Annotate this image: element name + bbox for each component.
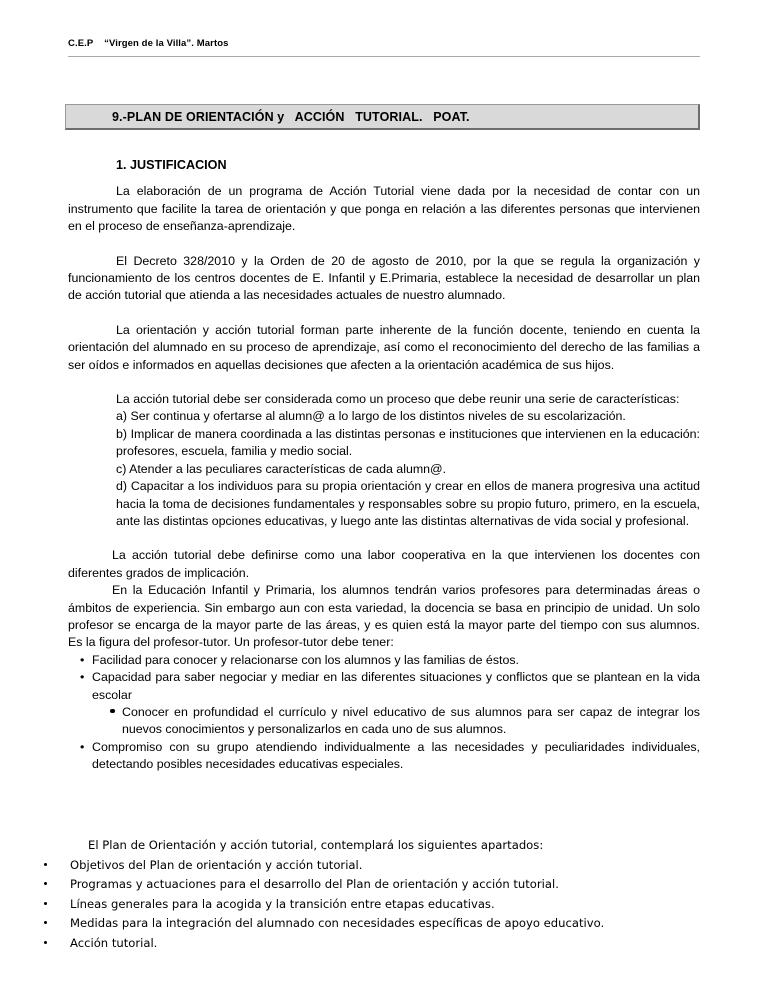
list-item: c) Atender a las peculiares características de cada alumn@.: [116, 461, 447, 476]
paragraph-6: En la Educación Infantil y Primaria, los alumnos tendrán varios profesores para determinadas áreas o ámbitos de experiencia. Sin embargo aun con esta variedad, la docencia se basa en principio de unidad. Un solo profesor se encarga de la mayor parte de las áreas, y es quien está la mayor parte del tiempo con sus alumnos. Es la figura del profesor-tutor. Un profesor-tutor debe tener:: [68, 583, 700, 650]
list-item: d) Capacitar a los individuos para su propia orientación y crear en ellos de manera progresiva una actitud hacia la toma de decisiones fundamentales y responsables sobre su propio futuro, primero, en la escuela, ante las distintas opciones educativas, y luego ante las distintas alternativas de vida social y profesional.: [116, 479, 700, 528]
list-item: [68, 652, 700, 669]
list-item: [68, 739, 700, 774]
list-item-label: Líneas generales para la acogida y la transición entre etapas educativas.: [70, 896, 495, 911]
paragraph-2: El Decreto 328/2010 y la Orden de 20 de agosto de 2010, por la que se regula la organización y funcionamiento de los centros docentes de E. Infantil y E.Primaria, establece la necesidad de desarrollar un plan de acción tutorial que atienda a las necesidades actuales de nuestro alumnado.: [68, 253, 700, 303]
bullet-dot-icon: [44, 902, 47, 905]
list-item: [40, 934, 705, 954]
list-item-label: Compromiso con su grupo atendiendo individualmente a las necesidades y peculiaridades individuales, detectando posibles necesidades educativas especiales.: [92, 739, 700, 772]
list-item-label: Medidas para la integración del alumnado con necesidades específicas de apoyo educativo.: [70, 916, 605, 931]
paragraph-spacer: [68, 374, 700, 391]
list-item: [68, 669, 700, 704]
tutor-qualities-list-last: [68, 739, 700, 774]
list-item: [40, 875, 705, 895]
characteristics-list: [68, 408, 700, 530]
tutor-qualities-list-round: [68, 704, 700, 739]
document-header: [68, 38, 700, 65]
bullet-dot-icon: •: [80, 652, 85, 667]
list-item-label: Objetivos del Plan de orientación y acción tutorial.: [70, 857, 363, 872]
tutor-qualities-list-first: [68, 652, 700, 704]
paragraph-1: La elaboración de un programa de Acción Tutorial viene dada por la necesidad de contar con un instrumento que facilite la tarea de orientación y que ponga en relación a las diferentes personas que intervienen en el proceso de enseñanza-aprendizaje.: [68, 184, 700, 234]
section-heading-justificacion: 1. JUSTIFICACION: [116, 158, 227, 172]
list-item: [40, 914, 705, 934]
list-item-label: Facilidad para conocer y relacionarse con los alumnos y las familias de éstos.: [92, 652, 519, 667]
apartados-list: [40, 856, 705, 954]
paragraph-spacer: [68, 236, 700, 253]
bullet-dot-icon: [44, 941, 47, 944]
list-item-label: Conocer en profundidad el currículo y nivel educativo de sus alumnos para ser capaz de integrar los nuevos conocimientos y personalizarlos en cada uno de sus alumnos.: [122, 704, 700, 737]
list-item: [68, 704, 700, 739]
paragraph-4-intro-caracteristicas: La acción tutorial debe ser considerada como un proceso que debe reunir una serie de características:: [116, 392, 680, 407]
list-item: [40, 895, 705, 915]
bullet-dot-icon: [44, 921, 47, 924]
list-item: b) Implicar de manera coordinada a las distintas personas e instituciones que intervienen en la educación: profesores, escuela, familia y medio social.: [116, 426, 700, 459]
paragraph-spacer: [68, 530, 700, 547]
list-item-label: Acción tutorial.: [70, 935, 158, 950]
bullet-dot-icon: •: [80, 670, 85, 685]
closing-section: [40, 836, 705, 954]
list-item-label: Capacidad para saber negociar y mediar en las diferentes situaciones y conflictos que se plantean en la vida escolar: [92, 670, 700, 702]
bullet-dot-icon: •: [80, 739, 85, 754]
list-item: a) Ser continua y ofertarse al alumn@ a lo largo de los distintos niveles de su escolarización.: [116, 409, 626, 424]
bullet-dot-icon: [44, 882, 47, 885]
list-item-label: Programas y actuaciones para el desarrollo del Plan de orientación y acción tutorial.: [70, 877, 559, 892]
bullet-dot-icon: [44, 863, 47, 866]
paragraph-5: La acción tutorial debe definirse como una labor cooperativa en la que intervienen los docentes con diferentes grados de implicación.: [68, 548, 700, 580]
chapter-title-text: 9.-PLAN DE ORIENTACIÓN y ACCIÓN TUTORIAL. POAT.: [112, 109, 470, 124]
closing-lead-text: El Plan de Orientación y acción tutorial, contemplará los siguientes apartados:: [88, 838, 544, 852]
paragraph-3: La orientación y acción tutorial forman parte inherente de la función docente, teniendo en cuenta la orientación del alumnado en su proceso de aprendizaje, así como el reconocimiento del derecho de las familias a ser oídos e informados en aquellas decisiones que afecten a la orientación académica de sus hijos.: [68, 322, 700, 372]
chapter-title-box: [65, 104, 700, 130]
paragraph-spacer: [68, 305, 700, 322]
header-divider: [68, 56, 700, 57]
document-body: [68, 157, 700, 774]
running-head-text: C.E.P “Virgen de la Villa”. Martos: [68, 38, 229, 49]
bullet-round-icon: [110, 709, 115, 714]
list-item: [40, 856, 705, 876]
